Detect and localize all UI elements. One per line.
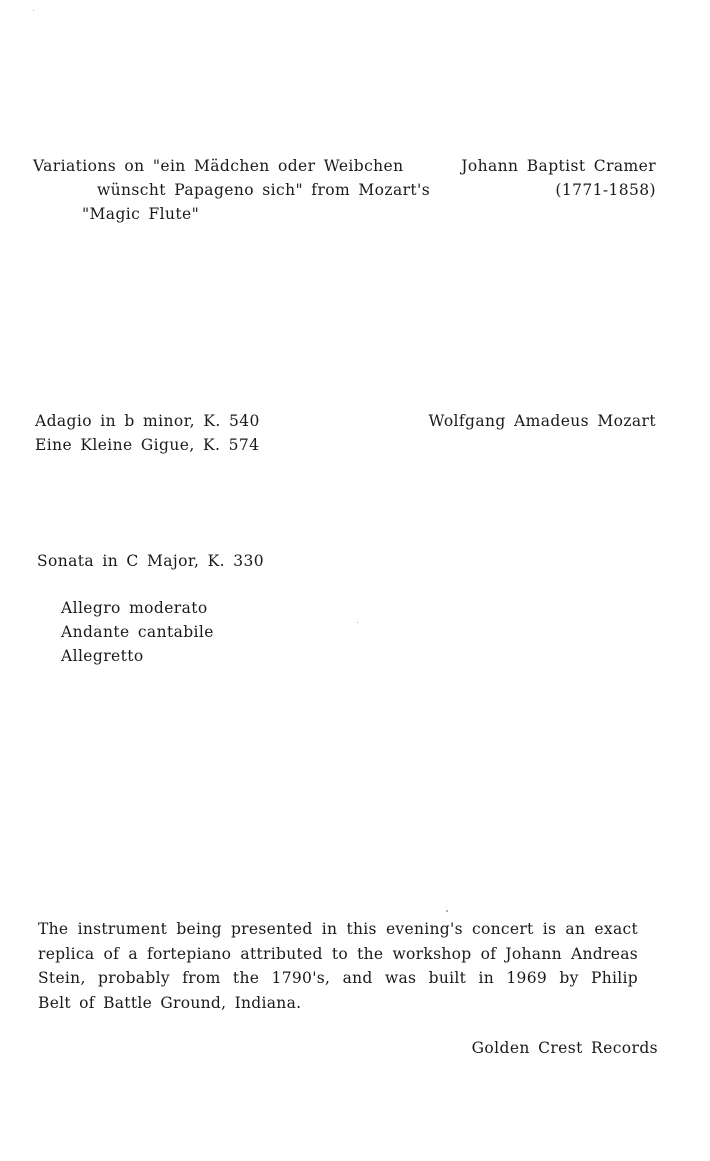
composer-dates: (1771-1858) [555, 181, 656, 199]
work-title-line: Variations on "ein Mädchen oder Weibchen [33, 157, 404, 175]
work-title-line: Eine Kleine Gigue, K. 574 [35, 436, 260, 454]
scan-speck [357, 622, 358, 623]
scan-speck [446, 910, 448, 912]
note-line: Stein, probably from the 1790's, and was built in 1969 by Philip [38, 969, 638, 987]
work-title-line: wünscht Papageno sich" from Mozart's [97, 181, 431, 199]
composer-name: Johann Baptist Cramer [461, 157, 656, 175]
movement-item: Andante cantabile [61, 623, 214, 641]
note-line: replica of a fortepiano attributed to the workshop of Johann Andreas [38, 944, 638, 963]
work-title-line: Adagio in b minor, K. 540 [35, 412, 260, 430]
note-line: The instrument being presented in this evening's concert is an exact [38, 920, 638, 938]
record-label-credit: Golden Crest Records [471, 1039, 658, 1057]
note-line: Belt of Battle Ground, Indiana. [38, 993, 302, 1012]
movement-item: Allegro moderato [61, 599, 208, 617]
scan-speck [33, 10, 34, 11]
composer-name: Wolfgang Amadeus Mozart [428, 412, 656, 430]
movement-item: Allegretto [61, 647, 144, 665]
work-title-line: "Magic Flute" [82, 205, 200, 223]
work-title-line: Sonata in C Major, K. 330 [37, 552, 265, 570]
instrument-note [38, 917, 638, 1015]
